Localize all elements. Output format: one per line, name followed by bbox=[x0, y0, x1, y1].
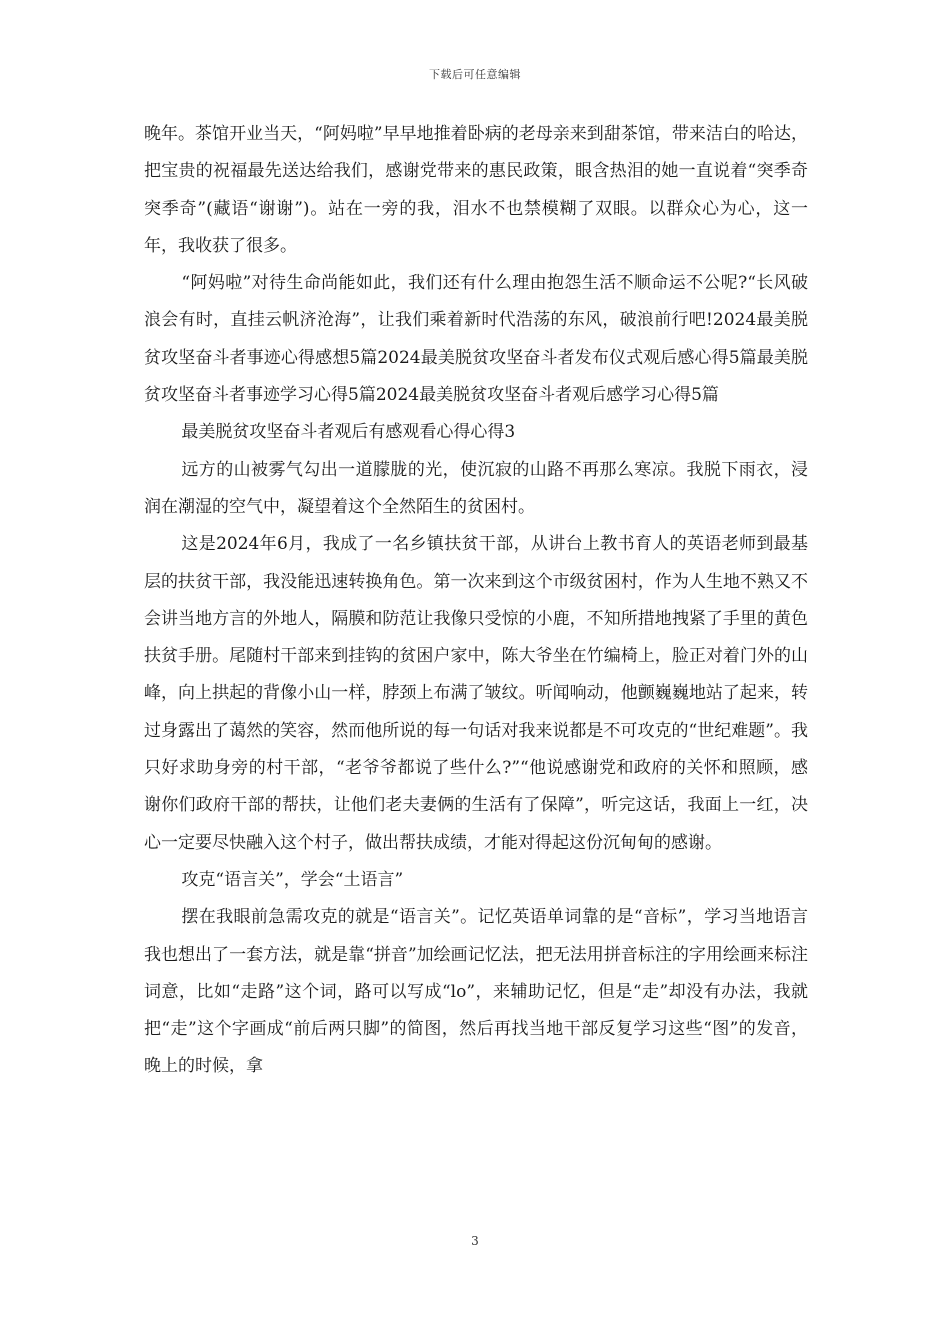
paragraph-4: 这是2024年6月，我成了一名乡镇扶贫干部，从讲台上教书育人的英语老师到最基层的扶贫干部，我没能迅速转换角色。第一次来到这个市级贫困村，作为人生地不熟又不会讲当地方言的外地人，隔膜和防范让我像只受惊的小鹿，不知所措地拽紧了手里的黄色扶贫手册。尾随村干部来到挂钩的贫困户家中，陈大爷坐在竹编椅上，脸正对着门外的山峰，向上拱起的背像小山一样，脖颈上布满了皱纹。听闻响动，他颤巍巍地站了起来，转过身露出了蔼然的笑容，然而他所说的每一句话对我来说都是不可攻克的“世纪难题”。我只好求助身旁的村干部，“老爷爷都说了些什么?”“他说感谢党和政府的关怀和照顾，感谢你们政府干部的帮扶，让他们老夫妻俩的生活有了保障”，听完这话，我面上一红，决心一定要尽快融入这个村子，做出帮扶成绩，才能对得起这份沉甸甸的感谢。 bbox=[144, 534, 808, 853]
paragraph-1: 晚年。茶馆开业当天，“阿妈啦”早早地推着卧病的老母亲来到甜茶馆，带来洁白的哈达，把宝贵的祝福最先送达给我们，感谢党带来的惠民政策，眼含热泪的她一直说着“突季奇突季奇”(藏语“谢谢”)。站在一旁的我，泪水不也禁模糊了双眼。以群众心为心，这一年，我收获了很多。 bbox=[144, 124, 808, 256]
section-heading-1: 最美脱贫攻坚奋斗者观后有感观看心得心得3 bbox=[181, 422, 516, 443]
document-body bbox=[144, 116, 808, 1086]
section-heading-2: 攻克“语言关”，学会“土语言” bbox=[181, 869, 404, 890]
page-header: 下载后可任意编辑 bbox=[429, 68, 521, 81]
paragraph-3: 远方的山被雾气勾出一道朦胧的光，使沉寂的山路不再那么寒凉。我脱下雨衣，浸润在潮湿的空气中，凝望着这个全然陌生的贫困村。 bbox=[144, 459, 808, 517]
paragraph-2: “阿妈啦”对待生命尚能如此，我们还有什么理由抱怨生活不顺命运不公呢?“长风破浪会有时，直挂云帆济沧海”，让我们乘着新时代浩荡的东风，破浪前行吧!2024最美脱贫攻坚奋斗者事迹心得感想5篇2024最美脱贫攻坚奋斗者发布仪式观后感心得5篇最美脱贫攻坚奋斗者事迹学习心得5篇2024最美脱贫攻坚奋斗者观后感学习心得5篇 bbox=[144, 273, 808, 406]
paragraph-5: 摆在我眼前急需攻克的就是“语言关”。记忆英语单词靠的是“音标”，学习当地语言我也想出了一套方法，就是靠“拼音”加绘画记忆法，把无法用拼音标注的字用绘画来标注词意，比如“走路”这个词，路可以写成“lo”，来辅助记忆，但是“走”却没有办法，我就把“走”这个字画成“前后两只脚”的简图，然后再找当地干部反复学习这些“图”的发音，晚上的时候，拿 bbox=[144, 907, 808, 1077]
page-number: 3 bbox=[471, 1234, 479, 1248]
